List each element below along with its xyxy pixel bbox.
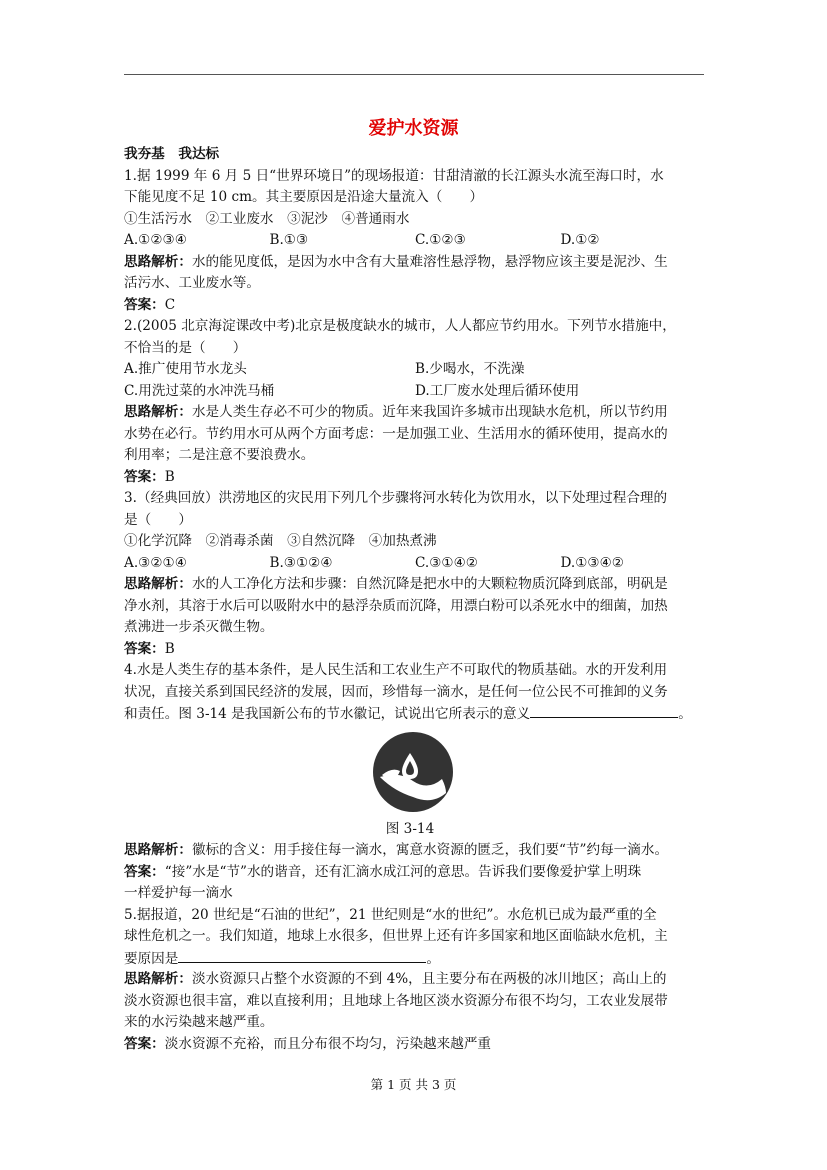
q5-analysis-text-1: 淡水资源只占整个水资源的不到 4%，且主要分布在两极的冰川地区；高山上的 xyxy=(191,971,667,987)
q1-analysis-text-1: 水的能见度低，是因为水中含有大量难溶性悬浮物，悬浮物应该主要是泥沙、生 xyxy=(191,253,668,270)
q1-answer-value: C xyxy=(164,296,176,313)
q4-answer-label: 答案： xyxy=(124,863,165,880)
q1-analysis-line-2: 活污水、工业废水等。 xyxy=(124,275,260,291)
figure-3-14 xyxy=(124,725,706,819)
page-footer: 第 1 页 共 3 页 xyxy=(370,1077,457,1092)
q2-analysis-text-1: 水是人类生存必不可少的物质。近年来我国许多城市出现缺水危机，所以节约用 xyxy=(191,404,668,420)
q1-option-c: C.①②③ xyxy=(415,232,466,248)
q1-answer xyxy=(124,295,706,317)
q5-stem-text-3: 要原因是 xyxy=(124,950,179,967)
q4-answer-text-1: “接”水是“节”水的谐音，还有汇滴水成江河的意思。告诉我们要像爱护掌上明珠 xyxy=(164,863,642,880)
q5-stem-line-2: 球性危机之一。我们知道，地球上水很多，但世界上还有许多国家和地区面临缺水危机，主 xyxy=(124,928,668,944)
q3-answer-label: 答案： xyxy=(124,640,165,657)
q4-analysis-label: 思路解析： xyxy=(124,842,192,858)
q3-answer xyxy=(124,639,706,661)
q3-answer-value: B xyxy=(164,640,175,657)
q5-analysis-line-2: 淡水资源也很丰富，难以直接利用；且地球上各地区淡水资源分布很不均匀，工农业发展带 xyxy=(124,992,668,1009)
q1-option-a: A.①②③④ xyxy=(124,232,187,248)
q4-stem-end: 。 xyxy=(678,706,692,722)
q2-answer-value: B xyxy=(164,468,175,485)
q3-analysis-text-1: 水的人工净化方法和步骤：自然沉降是把水中的大颗粒物质沉降到底部，明矾是 xyxy=(191,576,668,592)
q4-stem-line-2: 状况，直接关系到国民经济的发展，因而，珍惜每一滴水，是任何一位公民不可推卸的义务 xyxy=(124,683,668,700)
q4-answer-line-2: 一样爱护每一滴水 xyxy=(124,885,233,901)
q5-answer-value: 淡水资源不充裕，而且分布很不均匀，污染越来越严重 xyxy=(164,1035,492,1052)
q5-answer xyxy=(124,1034,706,1056)
q4-stem-line-1: 4.水是人类生存的基本条件，是人民生活和工农业生产不可取代的物质基础。水的开发利用 xyxy=(124,662,668,678)
q2-answer xyxy=(124,467,706,489)
q5-analysis-label: 思路解析： xyxy=(124,971,192,987)
q5-analysis-line-1 xyxy=(124,969,706,991)
q3-analysis-label: 思路解析： xyxy=(124,576,192,592)
q5-answer-blank xyxy=(178,948,426,963)
q4-analysis xyxy=(124,840,706,862)
q2-option-b: B.少喝水，不洗澡 xyxy=(415,361,525,377)
q3-option-d: D.①③④② xyxy=(560,554,624,571)
water-saving-emblem-icon xyxy=(372,731,454,813)
q2-option-d: D.工厂废水处理后循环使用 xyxy=(415,382,580,399)
q3-options xyxy=(124,553,706,575)
q3-stem-line-1: 3.（经典回放）洪涝地区的灾民用下列几个步骤将河水转化为饮用水，以下处理过程合理的 xyxy=(124,490,668,506)
q2-stem-line-2: 不恰当的是（ ） xyxy=(124,339,247,356)
q1-analysis-line-1 xyxy=(124,252,706,274)
q4-stem-text-3: 和责任。图 3-14 是我国新公布的节水徽记，试说出它所表示的意义 xyxy=(124,706,531,722)
q2-analysis-line-3: 利用率；二是注意不要浪费水。 xyxy=(124,447,315,463)
q1-option-b: B.①③ xyxy=(269,232,309,248)
q2-analysis-label: 思路解析： xyxy=(124,404,192,420)
q3-items: ①化学沉降 ②消毒杀菌 ③自然沉降 ④加热煮沸 xyxy=(124,533,437,549)
q5-stem-line-1: 5.据报道，20 世纪是“石油的世纪”，21 世纪则是“水的世纪”。水危机已成为最严重的全 xyxy=(124,906,657,923)
q4-stem-line-3 xyxy=(124,703,706,725)
q1-option-d: D.①② xyxy=(560,232,600,248)
q2-stem-line-1: 2.(2005 北京海淀课改中考)北京是极度缺水的城市，人人都应节约用水。下列节水措施中， xyxy=(124,318,676,334)
q4-figure-caption: 图 3-14 xyxy=(385,820,435,837)
q1-items: ①生活污水 ②工业废水 ③泥沙 ④普通雨水 xyxy=(124,210,410,227)
question-4 xyxy=(124,660,706,905)
question-1 xyxy=(124,166,706,317)
q2-options-row-2 xyxy=(124,381,706,403)
q3-option-c: C.③①④② xyxy=(415,554,478,571)
q3-analysis-line-1 xyxy=(124,574,706,596)
q2-options-row-1 xyxy=(124,359,706,381)
q2-analysis-line-1 xyxy=(124,402,706,424)
q1-analysis-label: 思路解析： xyxy=(124,253,192,270)
q5-stem-line-3 xyxy=(124,948,706,970)
page-title: 爱护水资源 xyxy=(368,118,459,139)
q2-answer-label: 答案： xyxy=(124,468,165,485)
q4-analysis-text: 徽标的含义：用手接住每一滴水，寓意水资源的匮乏，我们要“节”约每一滴水。 xyxy=(191,842,669,858)
q4-answer-line-1 xyxy=(124,862,706,884)
q5-answer-label: 答案： xyxy=(124,1035,165,1052)
q1-answer-label: 答案： xyxy=(124,296,165,313)
q3-stem-line-2: 是（ ） xyxy=(124,511,192,528)
q4-answer-blank xyxy=(530,703,678,718)
q2-option-c: C.用洗过菜的水冲洗马桶 xyxy=(124,382,275,399)
q1-options xyxy=(124,230,706,252)
q3-analysis-line-3: 煮沸进一步杀灭微生物。 xyxy=(124,619,274,635)
q3-analysis-line-2: 净水剂，其溶于水后可以吸附水中的悬浮杂质而沉降，用漂白粉可以杀死水中的细菌，加热 xyxy=(124,597,668,614)
q3-option-a: A.③②①④ xyxy=(124,554,187,571)
q5-stem-end: 。 xyxy=(426,950,440,967)
q3-option-b: B.③①②④ xyxy=(269,554,333,571)
header-rule xyxy=(124,74,704,75)
section-heading: 我夯基 我达标 xyxy=(124,146,220,162)
question-3 xyxy=(124,488,706,660)
document-body xyxy=(124,144,706,1055)
q2-option-a: A.推广使用节水龙头 xyxy=(124,361,247,377)
q2-analysis-line-2: 水势在必行。节约用水可从两个方面考虑：一是加强工业、生活用水的循环使用，提高水的 xyxy=(124,425,668,442)
q1-stem-line-1: 1.据 1999 年 6 月 5 日“世界环境日”的现场报道：甘甜清澈的长江源头水流至海口时，水 xyxy=(124,167,664,184)
question-5 xyxy=(124,905,706,1056)
q1-stem-line-2: 下能见度不足 10 cm。其主要原因是沿途大量流入（ ） xyxy=(124,189,484,205)
q5-analysis-line-3: 来的水污染越来越严重。 xyxy=(124,1014,274,1030)
question-2 xyxy=(124,316,706,488)
